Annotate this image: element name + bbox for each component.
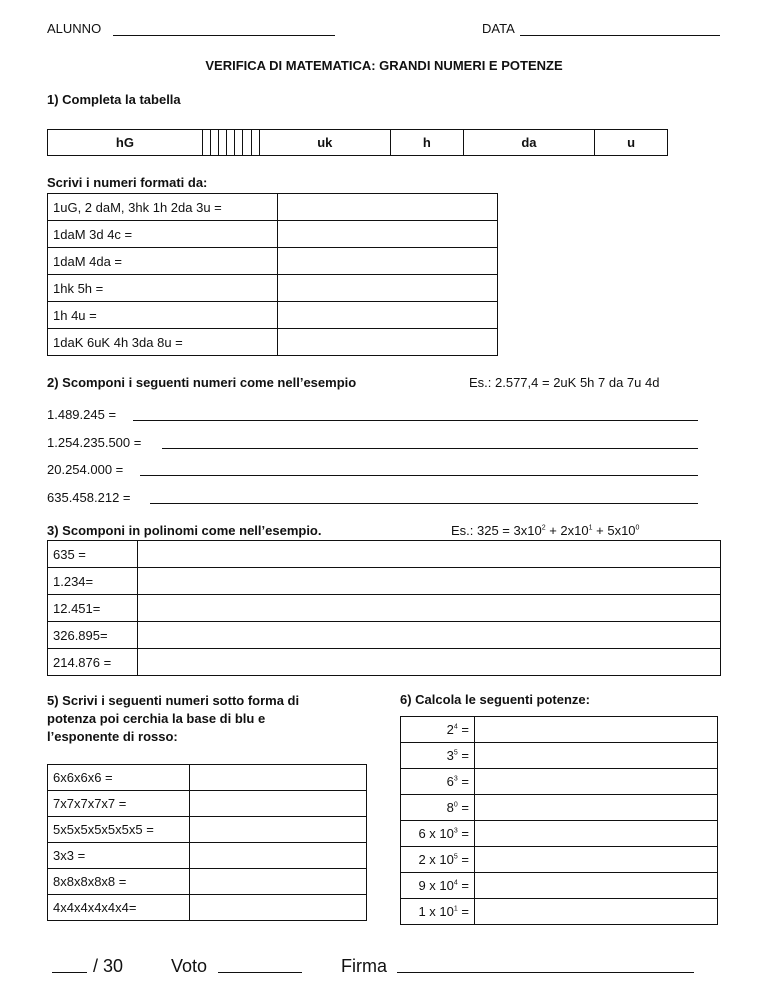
decompose-label: 635.458.212 =: [47, 490, 131, 505]
answer-cell[interactable]: [278, 275, 498, 302]
decompose-label: 1.254.235.500 =: [47, 435, 142, 450]
place-cell[interactable]: hG: [48, 130, 203, 156]
product-label: 8x8x8x8x8 =: [48, 869, 190, 895]
place-cell[interactable]: [202, 130, 210, 156]
signature-line[interactable]: [397, 972, 694, 973]
section2-example: Es.: 2.577,4 = 2uK 5h 7 da 7u 4d: [469, 375, 660, 390]
signature-label: Firma: [341, 956, 387, 976]
grade-line[interactable]: [218, 972, 302, 973]
power-label: 9 x $10^4$ =: [401, 873, 475, 899]
polynomial-label: 1.234=: [48, 568, 138, 595]
answer-cell[interactable]: [138, 622, 721, 649]
place-cell[interactable]: da: [463, 130, 594, 156]
numbers-label: 1daK 6uK 4h 3da 8u =: [48, 329, 278, 356]
answer-line[interactable]: [162, 448, 698, 449]
answer-cell[interactable]: [190, 843, 367, 869]
answer-cell[interactable]: [278, 329, 498, 356]
numbers-label: 1uG, 2 daM, 3hk 1h 2da 3u =: [48, 194, 278, 221]
page-title: VERIFICA DI MATEMATICA: GRANDI NUMERI E POTENZE: [205, 58, 563, 73]
answer-cell[interactable]: [475, 795, 718, 821]
section5-heading: 5) Scrivi i seguenti numeri sotto forma di potenza poi cerchia la base di blu e l’esponente di rosso:: [47, 693, 300, 744]
answer-line[interactable]: [133, 420, 698, 421]
place-cell[interactable]: [219, 130, 227, 156]
answer-cell[interactable]: [278, 248, 498, 275]
answer-cell[interactable]: [475, 769, 718, 795]
section3-example: Es.: $325 = 3x10^2 + 2x10^1 + 5x10^0$: [451, 523, 640, 538]
product-label: 3x3 =: [48, 843, 190, 869]
product-label: 4x4x4x4x4x4=: [48, 895, 190, 921]
product-label: 5x5x5x5x5x5x5 =: [48, 817, 190, 843]
place-cell[interactable]: h: [391, 130, 464, 156]
student-name-line[interactable]: [113, 35, 335, 36]
polynomial-label: 12.451=: [48, 595, 138, 622]
product-label: 7x7x7x7x7 =: [48, 791, 190, 817]
answer-cell[interactable]: [278, 302, 498, 329]
answer-cell[interactable]: [138, 568, 721, 595]
answer-cell[interactable]: [475, 743, 718, 769]
answer-cell[interactable]: [190, 895, 367, 921]
date-label: DATA: [482, 21, 515, 36]
powers-calc-table: [400, 716, 718, 925]
answer-cell[interactable]: [278, 194, 498, 221]
power-label: 2 x $10^5$ =: [401, 847, 475, 873]
student-label: ALUNNO: [47, 21, 102, 36]
answer-cell[interactable]: [138, 649, 721, 676]
section1-subheading: Scrivi i numeri formati da:: [47, 175, 208, 190]
answer-cell[interactable]: [190, 791, 367, 817]
power-label: $8^0$ =: [401, 795, 475, 821]
answer-cell[interactable]: [475, 717, 718, 743]
answer-line[interactable]: [140, 475, 698, 476]
numbers-label: 1daM 3d 4c =: [48, 221, 278, 248]
answer-line[interactable]: [150, 503, 698, 504]
power-label: 1 x $10^1$ =: [401, 899, 475, 925]
decompose-label: 20.254.000 =: [47, 462, 124, 477]
answer-cell[interactable]: [278, 221, 498, 248]
place-cell[interactable]: [243, 130, 251, 156]
decompose-label: 1.489.245 =: [47, 407, 117, 422]
answer-cell[interactable]: [475, 847, 718, 873]
answer-cell[interactable]: [475, 899, 718, 925]
polynomial-label: 326.895=: [48, 622, 138, 649]
place-cell[interactable]: [235, 130, 243, 156]
numbers-label: 1h 4u =: [48, 302, 278, 329]
powers-form-table: [47, 764, 367, 921]
score-line[interactable]: [52, 972, 87, 973]
grade-label: Voto: [171, 956, 208, 976]
power-label: $2^4$ =: [401, 717, 475, 743]
polynomial-label: 635 =: [48, 541, 138, 568]
answer-cell[interactable]: [138, 595, 721, 622]
score-total: / 30: [93, 956, 124, 976]
polynomial-table: [47, 540, 721, 676]
power-label: $6^3$ =: [401, 769, 475, 795]
product-label: 6x6x6x6 =: [48, 765, 190, 791]
power-label: 6 x $10^3$ =: [401, 821, 475, 847]
place-value-table: [47, 129, 668, 156]
section3-heading: 3) Scomponi in polinomi come nell’esempio.: [47, 523, 322, 538]
section1-heading: 1) Completa la tabella: [47, 92, 181, 107]
answer-cell[interactable]: [190, 869, 367, 895]
numbers-label: 1daM 4da =: [48, 248, 278, 275]
answer-cell[interactable]: [138, 541, 721, 568]
answer-cell[interactable]: [475, 821, 718, 847]
answer-cell[interactable]: [190, 817, 367, 843]
date-line[interactable]: [520, 35, 720, 36]
power-label: $3^5$ =: [401, 743, 475, 769]
answer-cell[interactable]: [475, 873, 718, 899]
numbers-label: 1hk 5h =: [48, 275, 278, 302]
polynomial-label: 214.876 =: [48, 649, 138, 676]
section6-heading: 6) Calcola le seguenti potenze:: [400, 692, 590, 707]
answer-cell[interactable]: [190, 765, 367, 791]
section2-heading: 2) Scomponi i seguenti numeri come nell’esempio: [47, 375, 357, 390]
place-cell[interactable]: u: [595, 130, 668, 156]
place-cell[interactable]: [227, 130, 235, 156]
numbers-table: [47, 193, 498, 356]
place-cell[interactable]: [251, 130, 259, 156]
place-cell[interactable]: [210, 130, 218, 156]
place-cell[interactable]: uk: [259, 130, 390, 156]
